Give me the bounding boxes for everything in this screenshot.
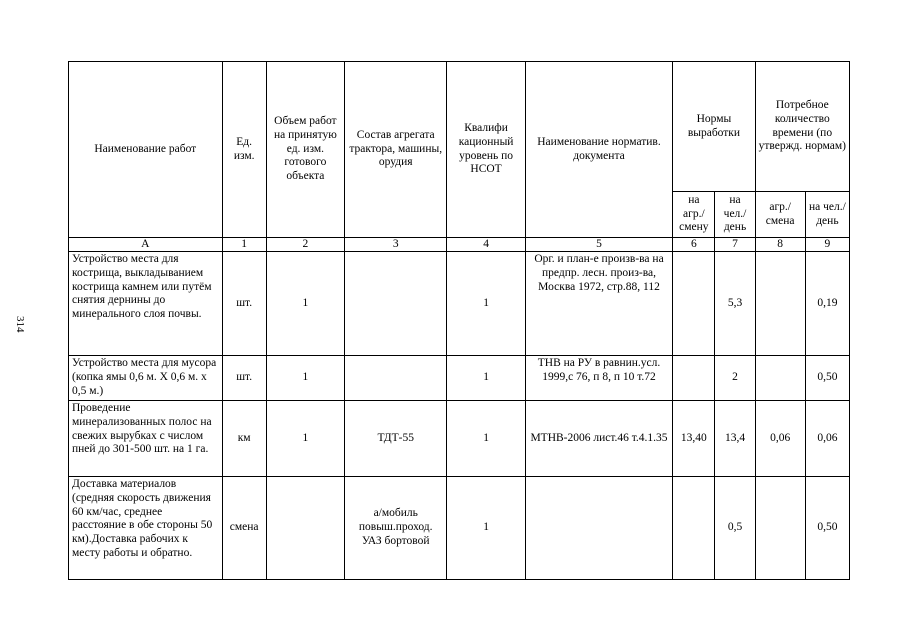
volume-cell: 1 (266, 356, 344, 401)
work-name-cell: Устройство места для кострища, выкладыванием кострища камнем или путём снятия дернины до минерального слоя почвы. (69, 252, 223, 356)
time-agr-cell: 0,06 (755, 401, 805, 477)
header-document: Наименование норматив. документа (525, 62, 673, 238)
table-row (69, 356, 850, 401)
qualification-cell: 1 (447, 477, 525, 580)
column-index: 8 (755, 238, 805, 252)
header-time-agr: агр./ смена (755, 192, 805, 238)
column-index: А (69, 238, 223, 252)
norm-man-cell: 5,3 (715, 252, 755, 356)
norm-man-cell: 0,5 (715, 477, 755, 580)
header-name: Наименование работ (69, 62, 223, 238)
header-norms-agr: на агр./ смену (673, 192, 715, 238)
table-row (69, 401, 850, 477)
table-row (69, 252, 850, 356)
column-index: 7 (715, 238, 755, 252)
document-cell: МТНВ-2006 лист.46 т.4.1.35 (525, 401, 673, 477)
qualification-cell: 1 (447, 401, 525, 477)
qualification-cell: 1 (447, 252, 525, 356)
column-index: 5 (525, 238, 673, 252)
column-index: 1 (222, 238, 266, 252)
work-name-cell: Устройство места для мусора (копка ямы 0,6 м. X 0,6 м. х 0,5 м.) (69, 356, 223, 401)
header-time: Потребное количество времени (по утвержд. нормам) (755, 62, 849, 192)
column-index: 9 (805, 238, 849, 252)
header-row-1 (69, 62, 850, 192)
norm-agr-cell (673, 252, 715, 356)
header-norms: Нормы выработки (673, 62, 755, 192)
header-time-man: на чел./ день (805, 192, 849, 238)
norm-agr-cell (673, 356, 715, 401)
time-man-cell: 0,06 (805, 401, 849, 477)
column-index: 2 (266, 238, 344, 252)
header-unit: Ед. изм. (222, 62, 266, 238)
qualification-cell: 1 (447, 356, 525, 401)
time-agr-cell (755, 252, 805, 356)
norm-agr-cell (673, 477, 715, 580)
header-composition: Состав агрегата трактора, машины, орудия (345, 62, 447, 238)
time-agr-cell (755, 477, 805, 580)
norm-agr-cell: 13,40 (673, 401, 715, 477)
composition-cell (345, 356, 447, 401)
volume-cell: 1 (266, 252, 344, 356)
document-cell: ТНВ на РУ в равнин.усл. 1999,с 76, п 8, п 10 т.72 (525, 356, 673, 401)
norm-man-cell: 2 (715, 356, 755, 401)
header-volume: Объем работ на принятую ед. изм. готового объекта (266, 62, 344, 238)
unit-cell: шт. (222, 356, 266, 401)
document-cell (525, 477, 673, 580)
composition-cell: а/мобиль повыш.проход. УАЗ бортовой (345, 477, 447, 580)
column-index: 4 (447, 238, 525, 252)
unit-cell: смена (222, 477, 266, 580)
column-index: 3 (345, 238, 447, 252)
column-index: 6 (673, 238, 715, 252)
document-cell: Орг. и план-е произв-ва на предпр. лесн. произ-ва, Москва 1972, стр.88, 112 (525, 252, 673, 356)
header-qualification: Квалифи кационный уровень по НСОТ (447, 62, 525, 238)
work-name-cell: Доставка материалов (средняя скорость движения 60 км/час, среднее расстояние в обе стороны 50 км).Доставка рабочих к месту работы и обратно. (69, 477, 223, 580)
page-number: 314 (14, 316, 26, 333)
work-name-cell: Проведение минерализованных полос на свежих вырубках с числом пней до 301-500 шт. на 1 га. (69, 401, 223, 477)
composition-cell (345, 252, 447, 356)
time-man-cell: 0,19 (805, 252, 849, 356)
header-norms-man: на чел./ день (715, 192, 755, 238)
volume-cell (266, 477, 344, 580)
column-index-row (69, 238, 850, 252)
table-row (69, 477, 850, 580)
time-man-cell: 0,50 (805, 477, 849, 580)
unit-cell: шт. (222, 252, 266, 356)
volume-cell: 1 (266, 401, 344, 477)
work-norms-table (68, 61, 850, 580)
norm-man-cell: 13,4 (715, 401, 755, 477)
composition-cell: ТДТ-55 (345, 401, 447, 477)
time-agr-cell (755, 356, 805, 401)
unit-cell: км (222, 401, 266, 477)
time-man-cell: 0,50 (805, 356, 849, 401)
